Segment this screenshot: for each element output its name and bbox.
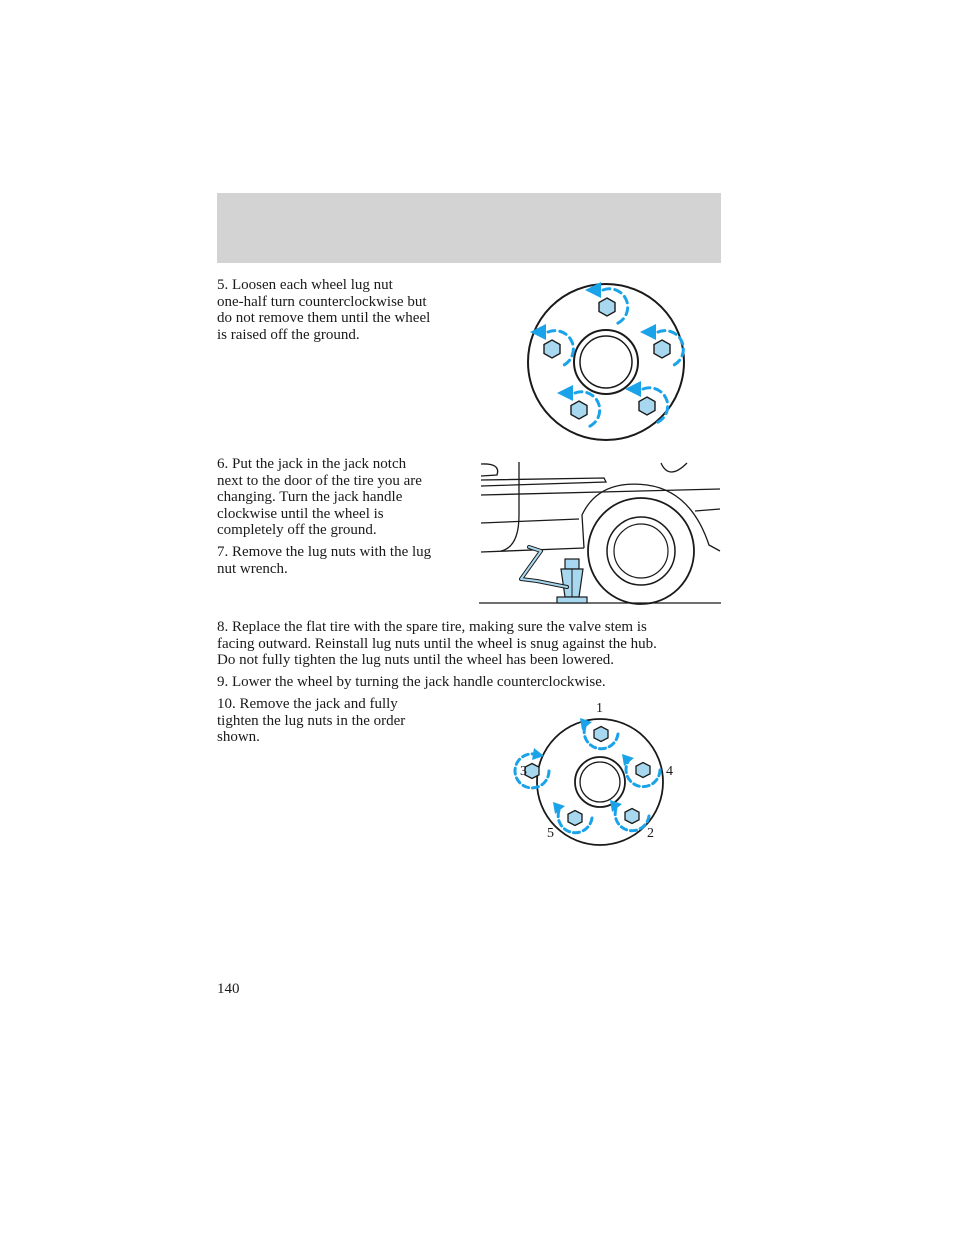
lug-nut-right — [654, 340, 670, 358]
step-5-text: 5. Loosen each wheel lug nut one-half turn counterclockwise but do not remove them until the wheel is raised off the ground. — [217, 277, 431, 343]
lug-nut-bottom-right — [639, 397, 655, 415]
step-6-text: 6. Put the jack in the jack notch next to the door of the tire you are changing. Turn the jack handle clockwise until the wheel is completely off the ground. — [217, 456, 422, 539]
order-label-4: 4 — [666, 764, 673, 779]
order-label-2: 2 — [647, 826, 654, 841]
body-side-molding — [481, 478, 606, 486]
lug-nut-left — [544, 340, 560, 358]
tighten-order-figure — [512, 696, 692, 851]
step-9-text: 9. Lower the wheel by turning the jack handle counterclockwise. — [217, 674, 606, 690]
rocker-line — [481, 519, 579, 523]
jack-placement-figure — [479, 455, 721, 605]
door-seam — [501, 462, 519, 551]
header-band — [217, 193, 721, 263]
order-label-5: 5 — [547, 826, 554, 841]
door-handle — [481, 464, 498, 476]
step-10-text: 10. Remove the jack and fully tighten the lug nuts in the order shown. — [217, 696, 406, 746]
jack-handle — [521, 547, 567, 587]
lug-nut-2 — [625, 809, 639, 824]
lug-nut-5 — [568, 811, 582, 826]
lug-nut-4 — [636, 763, 650, 778]
fuel-door — [661, 463, 687, 472]
wheel-hub-inner — [580, 336, 632, 388]
jack — [557, 559, 587, 603]
body-crease-line — [481, 489, 720, 495]
order-label-1: 1 — [596, 701, 603, 716]
wheel-hub-inner — [580, 762, 620, 802]
lug-nut-3 — [525, 764, 539, 779]
lug-nut-bottom-left — [571, 401, 587, 419]
fender-line — [695, 509, 720, 511]
wheel-rim-inner — [614, 524, 668, 578]
order-label-3: 3 — [520, 764, 527, 779]
lug-nut-top — [599, 298, 615, 316]
lug-nut-1 — [594, 727, 608, 742]
page-number: 140 — [217, 981, 240, 997]
step-7-text: 7. Remove the lug nuts with the lug nut wrench. — [217, 544, 432, 577]
loosen-lug-nuts-figure — [520, 276, 695, 446]
step-8-text: 8. Replace the flat tire with the spare tire, making sure the valve stem is facing outward. Reinstall lug nuts until the wheel is snug against the hub. Do not fully tighten the lug nuts until the wheel has been lowered. — [217, 619, 657, 669]
